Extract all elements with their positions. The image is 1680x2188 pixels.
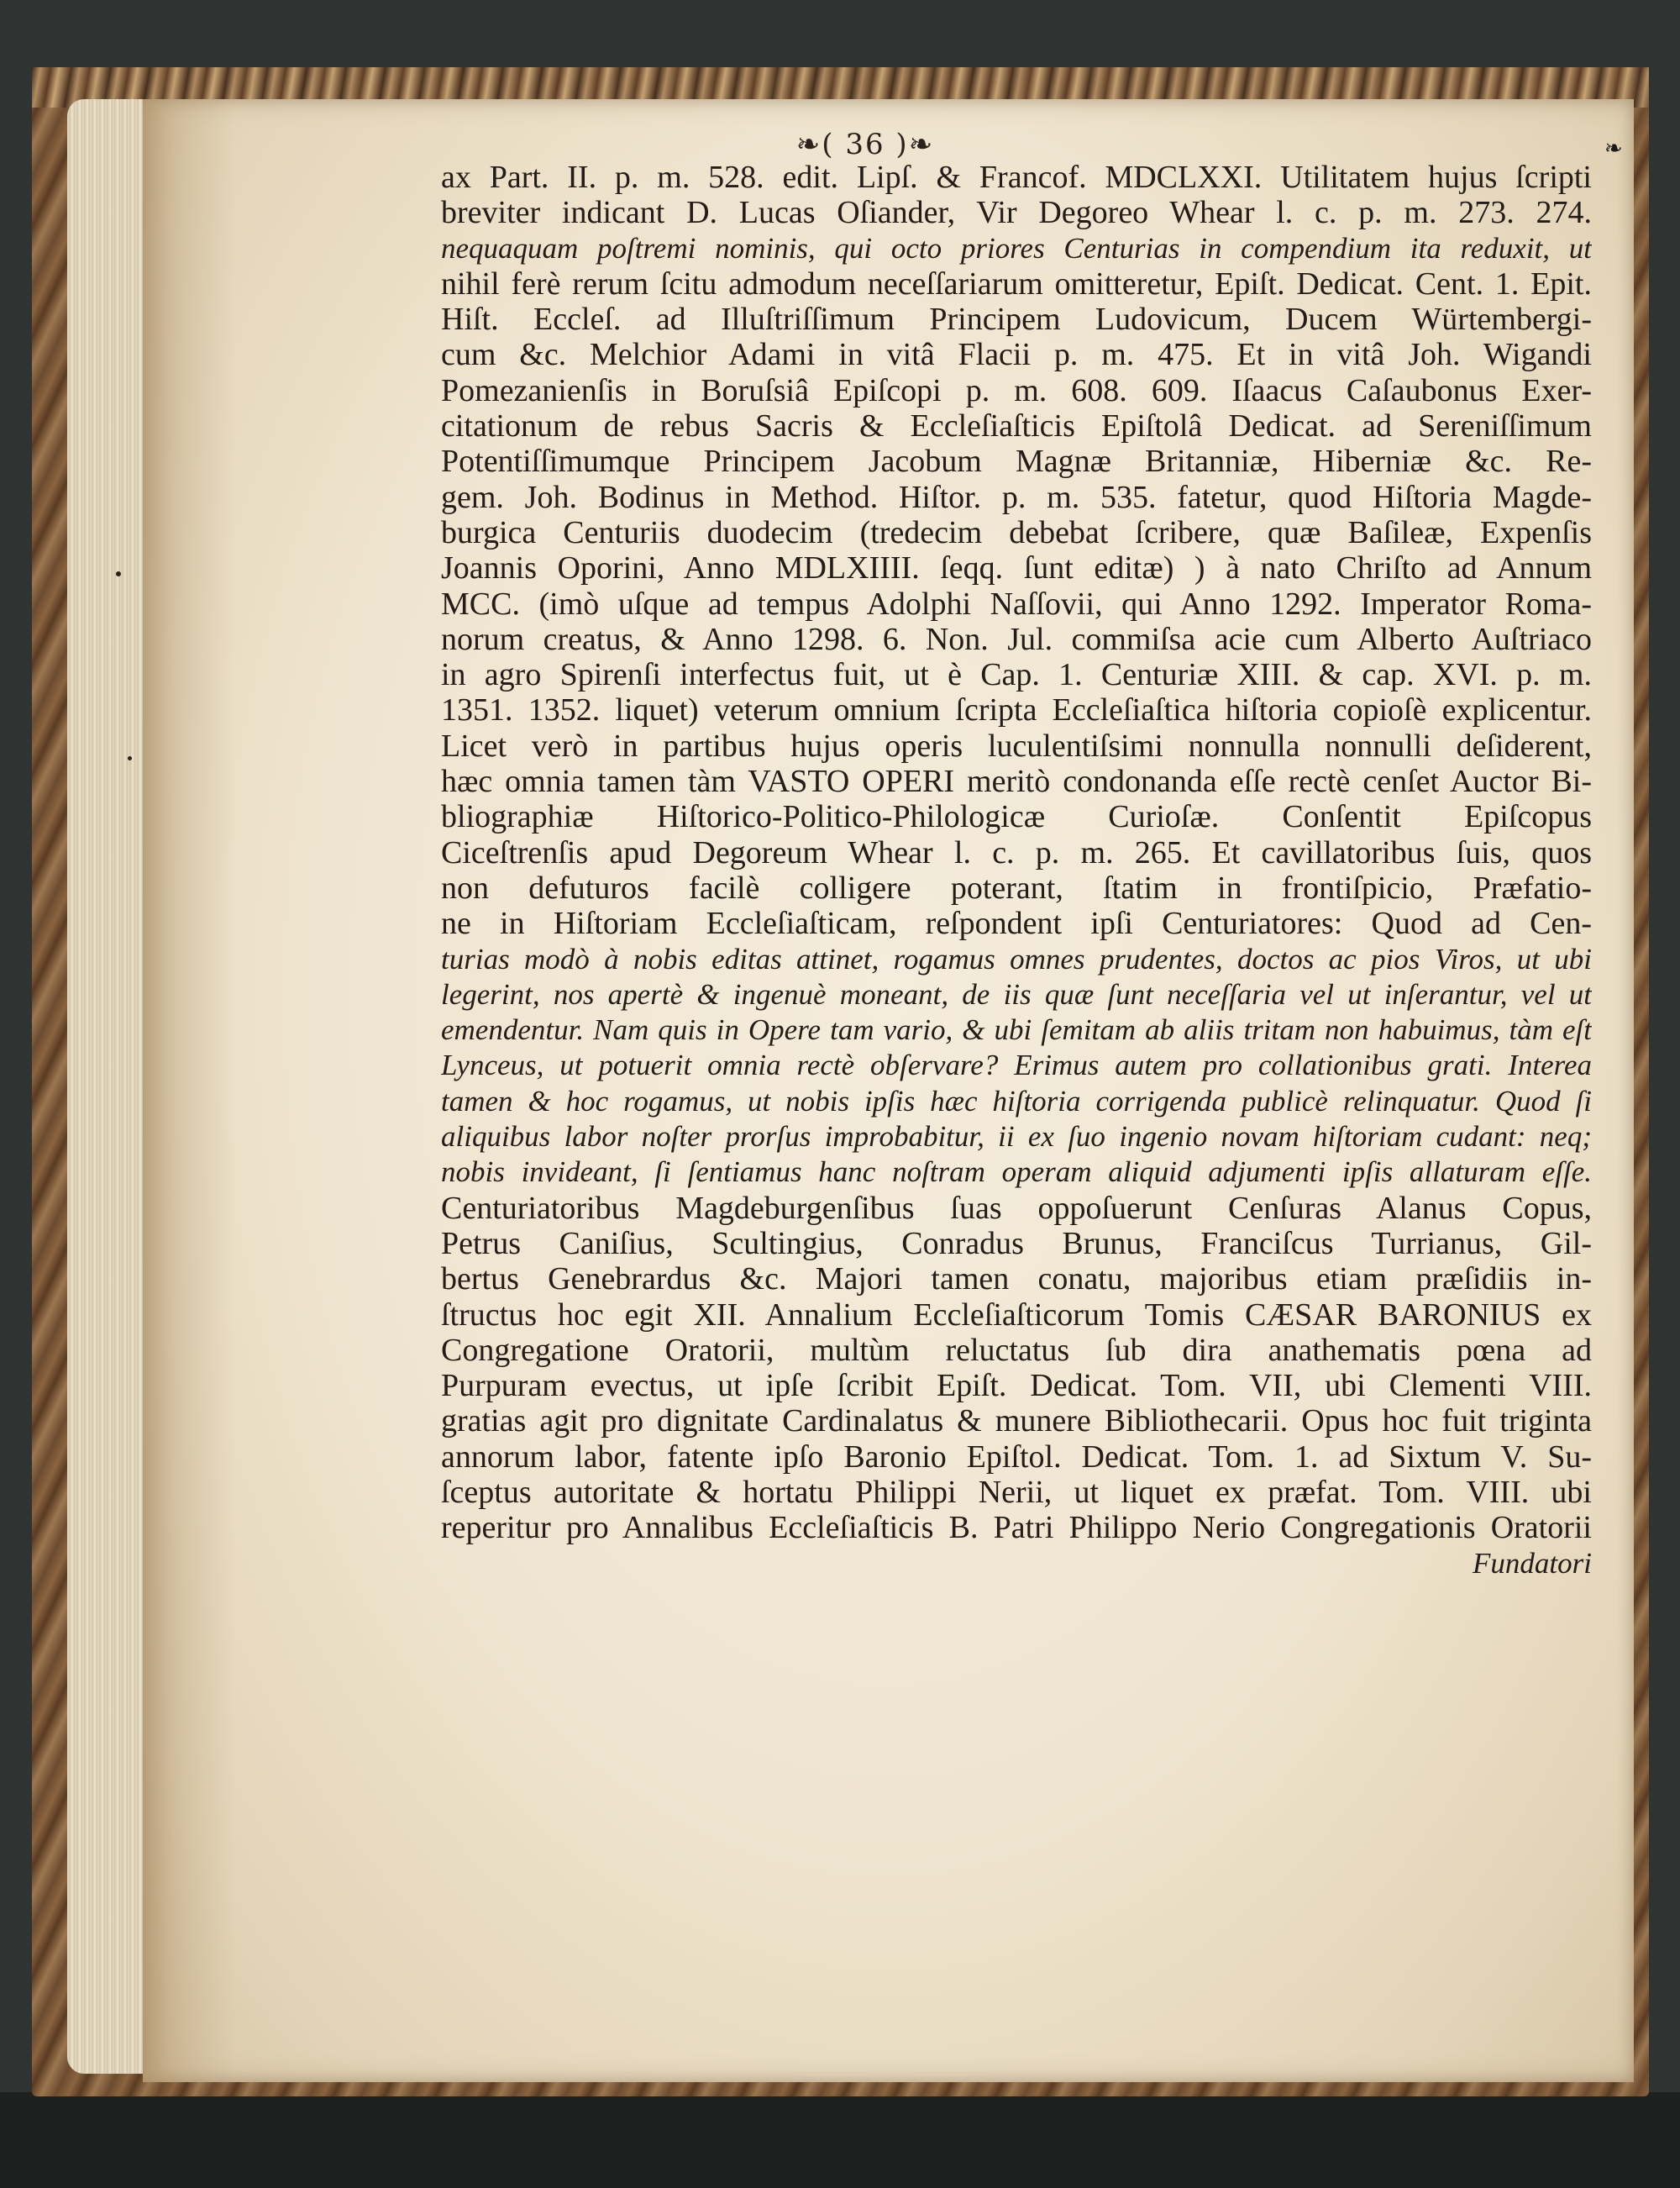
text-line: bertus Genebrardus &c. Majori tamen conatu, majoribus etiam præſidiis in- xyxy=(441,1261,1592,1297)
text-line: Hiſt. Eccleſ. ad Illuſtriſſimum Principem Ludovicum, Ducem Würtembergi- xyxy=(441,302,1592,338)
text-line: emendentur. Nam quis in Opere tam vario, & ubi ſemitam ab aliis tritam non habuimus, tàm eſt xyxy=(441,1013,1592,1047)
text-line: Ciceſtrenſis apud Degoreum Whear l. c. p. m. 265. Et cavillatoribus ſuis, quos xyxy=(441,834,1592,870)
page-number: ❧( 36 )❧ xyxy=(795,128,935,161)
text-line: ne in Hiſtoriam Eccleſiaſticam, reſpondent ipſi Centuriatores: Quod ad Cen- xyxy=(441,906,1592,942)
text-line: ſceptus autoritate & hortatu Philippi Nerii, ut liquet ex præfat. Tom. VIII. ubi xyxy=(441,1474,1592,1510)
text-line: Purpuram evectus, ut ipſe ſcribit Epiſt. Dedicat. Tom. VII, ubi Clementi VIII. xyxy=(441,1368,1592,1404)
text-line: reperitur pro Annalibus Eccleſiaſticis B. Patri Philippo Nerio Congregationis Oratorii xyxy=(441,1510,1592,1546)
backdrop xyxy=(0,2092,1680,2188)
text-line: MCC. (imò uſque ad tempus Adolphi Naſſovii, qui Anno 1292. Imperator Roma- xyxy=(441,586,1592,622)
text-line: nequaquam poſtremi nominis, qui octo priores Centurias in compendium ita reduxit, ut xyxy=(441,231,1592,265)
text-line: citationum de rebus Sacris & Eccleſiaſticis Epiſtolâ Dedicat. ad Sereniſſimum xyxy=(441,408,1592,444)
text-line: gratias agit pro dignitate Cardinalatus & munere Bibliothecarii. Opus hoc fuit triginta xyxy=(441,1403,1592,1439)
text-line: bliographiæ Hiſtorico-Politico-Philologicæ Curioſæ. Conſentit Epiſcopus xyxy=(441,799,1592,835)
text-line: legerint, nos apertè & ingenuè moneant, de iis quæ ſunt neceſſaria vel ut inſerantur, vel ut xyxy=(441,977,1592,1011)
text-line: Potentiſſimumque Principem Jacobum Magnæ Britanniæ, Hiberniæ &c. Re- xyxy=(441,444,1592,480)
text-line: Congregatione Oratorii, multùm reluctatus ſub dira anathematis pœna ad xyxy=(441,1332,1592,1368)
text-line: Petrus Caniſius, Scultingius, Conradus Brunus, Franciſcus Turrianus, Gil- xyxy=(441,1225,1592,1261)
text-line: nihil ferè rerum ſcitu admodum neceſſariarum omitteretur, Epiſt. Dedicat. Cent. 1. Epit. xyxy=(441,266,1592,302)
text-line: Pomezanienſis in Boruſsiâ Epiſcopi p. m. 608. 609. Iſaacus Caſaubonus Exer- xyxy=(441,372,1592,408)
text-line: burgica Centuriis duodecim (tredecim debebat ſcribere, quæ Baſileæ, Expenſis xyxy=(441,514,1592,550)
text-line: turias modò à nobis editas attinet, rogamus omnes prudentes, doctos ac pios Viros, ut ubi xyxy=(441,942,1592,976)
body-text xyxy=(441,160,1592,1581)
text-line: Joannis Oporini, Anno MDLXIIII. ſeqq. ſunt editæ) ) à nato Chriſto ad Annum xyxy=(441,550,1592,586)
text-line: ax Part. II. p. m. 528. edit. Lipſ. & Francof. MDCLXXI. Utilitatem hujus ſcripti xyxy=(441,160,1592,195)
text-line: hæc omnia tamen tàm VASTO OPERI meritò condonanda eſſe rectè cenſet Auctor Bi- xyxy=(441,764,1592,800)
text-line: breviter indicant D. Lucas Oſiander, Vir Degoreo Whear l. c. p. m. 273. 274. xyxy=(441,195,1592,231)
text-line: tamen & hoc rogamus, ut nobis ipſis hæc hiſtoria corrigenda publicè relinquatur. Quod ſi xyxy=(441,1084,1592,1118)
text-line: cum &c. Melchior Adami in vitâ Flacii p. m. 475. Et in vitâ Joh. Wigandi xyxy=(441,337,1592,373)
corner-mark-icon: ❧ xyxy=(1604,136,1623,161)
text-line: Lynceus, ut potuerit omnia rectè obſervare? Erimus autem pro collationibus grati. Interea xyxy=(441,1049,1592,1082)
text-line: ſtructus hoc egit XII. Annalium Eccleſiaſticorum Tomis CÆSAR BARONIUS ex xyxy=(441,1296,1592,1333)
text-line: non defuturos facilè colligere poterant, ſtatim in frontiſpicio, Præfatio- xyxy=(441,870,1592,906)
text-line: annorum labor, fatente ipſo Baronio Epiſtol. Dedicat. Tom. 1. ad Sixtum V. Su- xyxy=(441,1439,1592,1475)
text-line: Licet verò in partibus hujus operis luculentiſsimi nonnulla nonnulli deſiderent, xyxy=(441,728,1592,764)
text-line: aliquibus labor noſter prorſus improbabitur, ii ex ſuo ingenio novam hiſtoriam cudant: neq; xyxy=(441,1120,1592,1154)
text-line: nobis invideant, ſi ſentiamus hanc noſtram operam aliquid adjumenti ipſis allaturam eſſe. xyxy=(441,1155,1592,1189)
catchword: Fundatori xyxy=(1473,1546,1592,1580)
text-line: norum creatus, & Anno 1298. 6. Non. Jul. commiſsa acie cum Alberto Auſtriaco xyxy=(441,621,1592,657)
text-line: gem. Joh. Bodinus in Method. Hiſtor. p. m. 535. fatetur, quod Hiſtoria Magde- xyxy=(441,479,1592,515)
ink-speck xyxy=(116,571,121,576)
gutter-stain xyxy=(143,99,235,2082)
ink-speck xyxy=(128,756,132,760)
text-line: in agro Spirenſi interfectus fuit, ut è Cap. 1. Centuriæ XIII. & cap. XVI. p. m. xyxy=(441,657,1592,693)
text-line: Centuriatoribus Magdeburgenſibus ſuas oppoſuerunt Cenſuras Alanus Copus, xyxy=(441,1190,1592,1226)
text-line: 1351. 1352. liquet) veterum omnium ſcripta Eccleſiaſtica hiſtoria copioſè explicentur. xyxy=(441,692,1592,728)
